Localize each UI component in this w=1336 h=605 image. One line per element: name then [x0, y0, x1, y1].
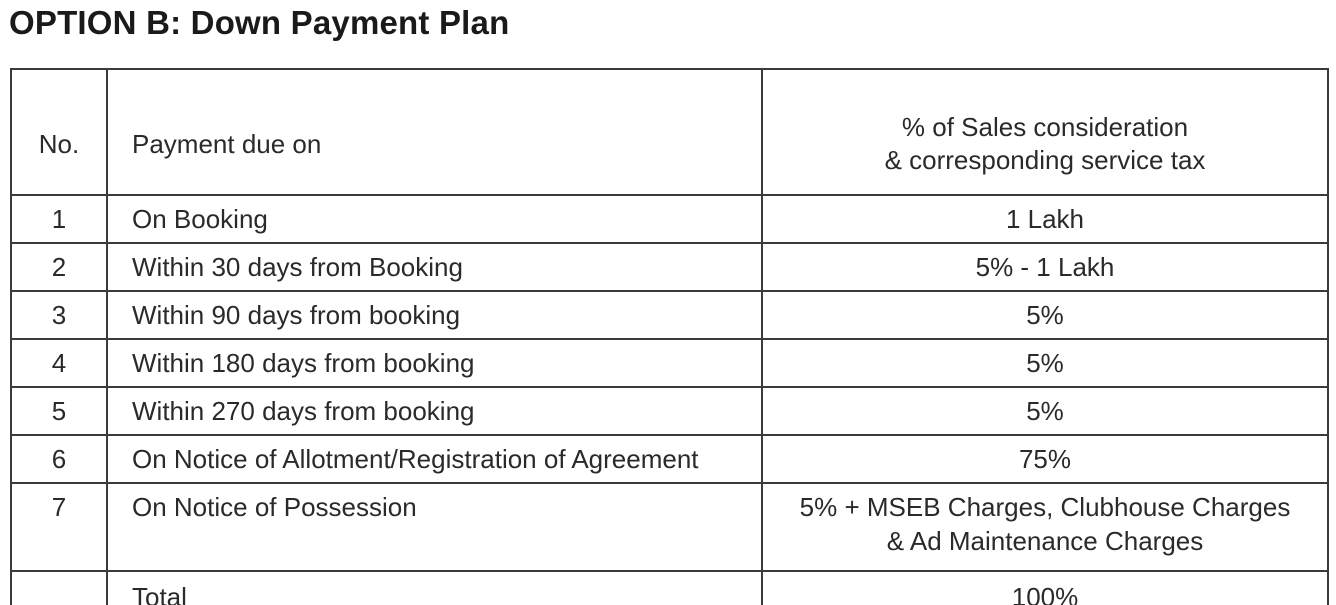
- row-payment-due: On Notice of Allotment/Registration of Agreement: [107, 435, 762, 483]
- row-payment-due: On Booking: [107, 195, 762, 243]
- row-percent: [762, 483, 1328, 571]
- table-row: [11, 435, 1328, 483]
- row-payment-due: Within 30 days from Booking: [107, 243, 762, 291]
- row-number: 4: [11, 339, 107, 387]
- header-no: No.: [11, 69, 107, 195]
- row-percent-line2: & Ad Maintenance Charges: [886, 526, 1204, 556]
- table-row: [11, 387, 1328, 435]
- table-row: [11, 243, 1328, 291]
- row-number: 7: [11, 483, 107, 571]
- total-row: [11, 571, 1328, 605]
- row-percent: 1 Lakh: [762, 195, 1328, 243]
- row-percent: 5%: [762, 291, 1328, 339]
- row-number: 3: [11, 291, 107, 339]
- total-label: Total: [107, 571, 762, 605]
- row-number: 2: [11, 243, 107, 291]
- row-payment-due: Within 270 days from booking: [107, 387, 762, 435]
- table-header: [11, 69, 1328, 195]
- table-row: [11, 291, 1328, 339]
- row-payment-due: Within 90 days from booking: [107, 291, 762, 339]
- header-payment-due-on: Payment due on: [107, 69, 762, 195]
- total-value: 100%: [762, 571, 1328, 605]
- row-percent: 5%: [762, 339, 1328, 387]
- page-title: OPTION B: Down Payment Plan: [9, 4, 510, 41]
- header-percent-line1: % of Sales consideration: [901, 112, 1189, 142]
- row-percent: 75%: [762, 435, 1328, 483]
- header-percent: [762, 69, 1328, 195]
- header-percent-line2: & corresponding service tax: [884, 145, 1206, 175]
- table-row: [11, 483, 1328, 571]
- table-body: [11, 195, 1328, 571]
- table-row: [11, 195, 1328, 243]
- row-number: 1: [11, 195, 107, 243]
- table-row: [11, 339, 1328, 387]
- payment-plan-table: [10, 68, 1329, 605]
- row-number: 5: [11, 387, 107, 435]
- table-footer: [11, 571, 1328, 605]
- row-payment-due: Within 180 days from booking: [107, 339, 762, 387]
- header-row: [11, 69, 1328, 195]
- row-percent: 5%: [762, 387, 1328, 435]
- row-payment-due: On Notice of Possession: [107, 483, 762, 571]
- row-percent-line1: 5% + MSEB Charges, Clubhouse Charges: [799, 492, 1291, 522]
- row-percent: 5% - 1 Lakh: [762, 243, 1328, 291]
- total-number-cell: [11, 571, 107, 605]
- row-number: 6: [11, 435, 107, 483]
